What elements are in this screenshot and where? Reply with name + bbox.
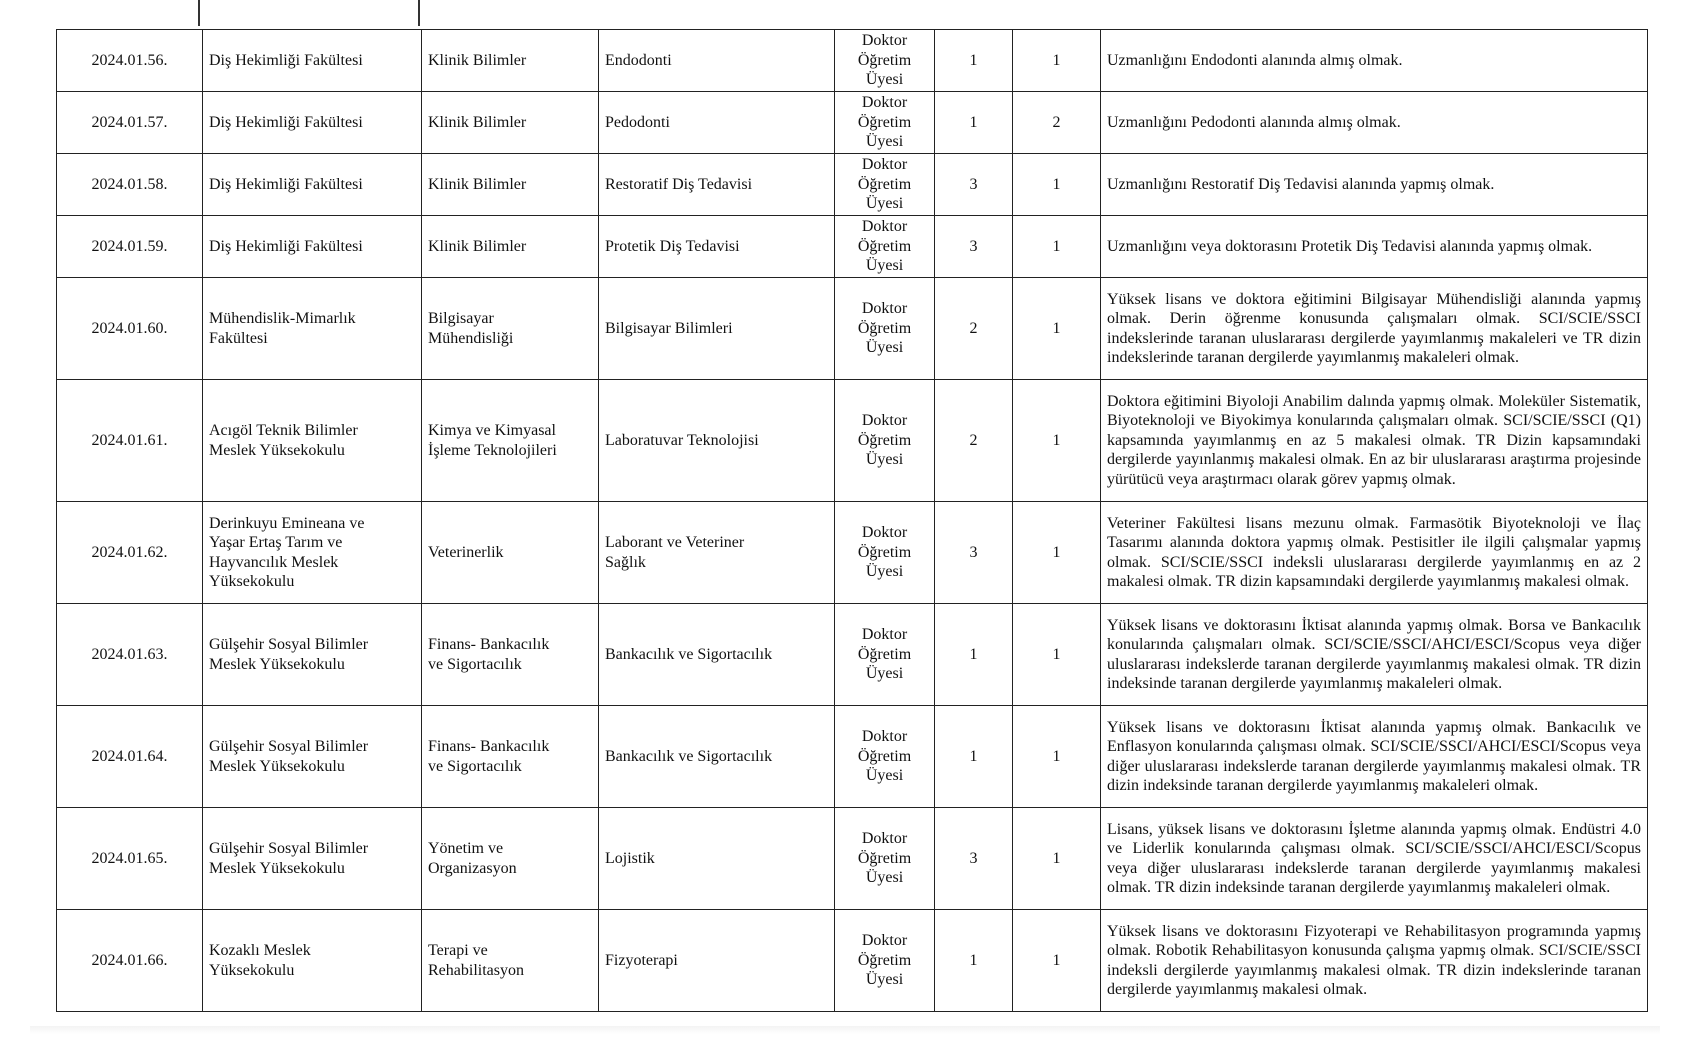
table-row (57, 502, 1648, 604)
department-line: Organizasyon (428, 859, 517, 877)
program-cell (599, 910, 835, 1012)
title-line: Doktor (861, 300, 908, 318)
faculty-line: Yüksekokulu (209, 573, 295, 590)
position-id-cell: 2024.01.59. (57, 216, 203, 278)
faculty-line: Fakültesi (209, 329, 268, 347)
department-line: Klinik Bilimler (428, 237, 527, 255)
title-line: Üyesi (865, 563, 904, 581)
academic-title-cell (835, 278, 935, 380)
department-cell (422, 910, 599, 1012)
program-cell (599, 154, 835, 216)
title-line: Öğretim (857, 431, 912, 449)
requirements-cell: Uzmanlığını Endodonti alanında almış olmak. (1101, 30, 1648, 92)
degree-cell: 1 (1013, 808, 1101, 910)
faculty-cell (203, 154, 422, 216)
academic-title-cell (835, 604, 935, 706)
title-line: Üyesi (865, 451, 904, 469)
title-line: Üyesi (865, 339, 904, 357)
faculty-line: Gülşehir Sosyal Bilimler (209, 636, 369, 653)
degree-cell: 1 (1013, 216, 1101, 278)
position-id-cell: 2024.01.61. (57, 380, 203, 502)
position-count-cell: 2 (935, 380, 1013, 502)
faculty-line: Meslek Yüksekokulu (209, 655, 345, 673)
table-row (57, 706, 1648, 808)
column-tick-mark (418, 0, 420, 26)
degree-cell: 1 (1013, 30, 1101, 92)
department-line: Finans- Bankacılık (428, 738, 550, 755)
department-cell (422, 278, 599, 380)
position-count-cell: 1 (935, 30, 1013, 92)
department-line: Rehabilitasyon (428, 961, 524, 979)
program-cell (599, 216, 835, 278)
faculty-line: Diş Hekimliği Fakültesi (209, 237, 363, 255)
table-row (57, 910, 1648, 1012)
program-line: Bankacılık ve Sigortacılık (605, 747, 773, 765)
department-cell (422, 30, 599, 92)
degree-cell: 1 (1013, 278, 1101, 380)
staff-position-table (56, 29, 1648, 1012)
academic-title-cell (835, 808, 935, 910)
title-line: Doktor (861, 524, 908, 542)
faculty-line: Diş Hekimliği Fakültesi (209, 113, 363, 131)
academic-title-cell (835, 216, 935, 278)
faculty-line: Diş Hekimliği Fakültesi (209, 51, 363, 69)
department-line: Klinik Bilimler (428, 175, 527, 193)
title-line: Öğretim (857, 51, 912, 69)
program-line: Endodonti (605, 51, 672, 69)
academic-title-cell (835, 502, 935, 604)
faculty-line: Hayvancılık Meslek (209, 553, 339, 571)
faculty-line: Gülşehir Sosyal Bilimler (209, 738, 369, 755)
title-line: Öğretim (857, 543, 912, 561)
degree-cell: 1 (1013, 706, 1101, 808)
department-line: Kimya ve Kimyasal (428, 422, 556, 439)
program-line: Bankacılık ve Sigortacılık (605, 645, 773, 663)
title-line: Üyesi (865, 971, 904, 989)
table-row (57, 216, 1648, 278)
degree-cell: 1 (1013, 502, 1101, 604)
title-line: Öğretim (857, 113, 912, 131)
table-row (57, 154, 1648, 216)
faculty-cell (203, 502, 422, 604)
academic-title-cell (835, 154, 935, 216)
column-tick-mark (198, 0, 200, 26)
title-line: Üyesi (865, 71, 904, 89)
program-line: Laboratuvar Teknolojisi (605, 431, 759, 449)
program-cell (599, 808, 835, 910)
department-line: Mühendisliği (428, 329, 514, 347)
position-count-cell: 2 (935, 278, 1013, 380)
program-line: Bilgisayar Bilimleri (605, 319, 733, 337)
program-cell (599, 380, 835, 502)
title-line: Üyesi (865, 195, 904, 213)
department-line: ve Sigortacılık (428, 757, 522, 775)
department-cell (422, 604, 599, 706)
faculty-line: Meslek Yüksekokulu (209, 859, 345, 877)
table-body (57, 30, 1648, 1012)
position-count-cell: 1 (935, 910, 1013, 1012)
faculty-cell (203, 604, 422, 706)
position-id-cell: 2024.01.63. (57, 604, 203, 706)
faculty-cell (203, 92, 422, 154)
title-line: Üyesi (865, 133, 904, 151)
program-line: Lojistik (605, 849, 655, 867)
table-row (57, 30, 1648, 92)
position-id-cell: 2024.01.58. (57, 154, 203, 216)
title-line: Doktor (861, 32, 908, 50)
requirements-cell: Uzmanlığını Pedodonti alanında almış olmak. (1101, 92, 1648, 154)
requirements-cell: Uzmanlığını Restoratif Diş Tedavisi alanında yapmış olmak. (1101, 154, 1648, 216)
faculty-line: Gülşehir Sosyal Bilimler (209, 840, 369, 857)
department-line: Veterinerlik (428, 543, 504, 561)
position-count-cell: 1 (935, 604, 1013, 706)
department-line: İşleme Teknolojileri (428, 441, 557, 459)
department-cell (422, 216, 599, 278)
table-row (57, 380, 1648, 502)
requirements-cell: Yüksek lisans ve doktorasını İktisat alanında yapmış olmak. Bankacılık ve Enflasyon konularında çalışması olmak. SCI/SCIE/SSCI/AHCI/ESCI/Scopus veya diğer uluslararası indekslerde taranan dergilerde yayımlanmış makalesi olmak. TR dizin indeksinde taranan dergilerde yayımlanmış makaleleri olmak. (1101, 706, 1648, 808)
department-cell (422, 808, 599, 910)
scan-edge (30, 1026, 1660, 1034)
faculty-line: Yaşar Ertaş Tarım ve (209, 534, 343, 551)
title-line: Öğretim (857, 237, 912, 255)
title-line: Öğretim (857, 319, 912, 337)
table-row (57, 604, 1648, 706)
faculty-line: Derinkuyu Emineana ve (209, 514, 365, 532)
academic-title-cell (835, 910, 935, 1012)
requirements-cell: Yüksek lisans ve doktorasını Fizyoterapi ve Rehabilitasyon programında yapmış olmak. Robotik Rehabilitasyon konusunda çalışma yapmış olmak. SCI/SCIE/SSCI indeksli dergilerde yayımlanmış makalesi olmak. TR dizin indekslerinde taranan dergilerde yayımlanmış makalesi olmak. (1101, 910, 1648, 1012)
position-count-cell: 3 (935, 154, 1013, 216)
faculty-line: Acıgöl Teknik Bilimler (209, 422, 358, 439)
degree-cell: 1 (1013, 910, 1101, 1012)
faculty-line: Yüksekokulu (209, 961, 295, 979)
faculty-line: Meslek Yüksekokulu (209, 757, 345, 775)
title-line: Doktor (861, 830, 908, 848)
department-line: Klinik Bilimler (428, 51, 527, 69)
faculty-cell (203, 910, 422, 1012)
title-line: Doktor (861, 932, 908, 950)
title-line: Öğretim (857, 175, 912, 193)
position-count-cell: 1 (935, 706, 1013, 808)
title-line: Öğretim (857, 747, 912, 765)
position-count-cell: 3 (935, 502, 1013, 604)
program-cell (599, 604, 835, 706)
title-line: Öğretim (857, 849, 912, 867)
department-cell (422, 502, 599, 604)
department-line: Terapi ve (428, 942, 488, 959)
department-cell (422, 380, 599, 502)
title-line: Doktor (861, 156, 908, 174)
program-line: Sağlık (605, 553, 646, 571)
program-line: Laborant ve Veteriner (605, 534, 745, 551)
title-line: Üyesi (865, 665, 904, 683)
faculty-line: Mühendislik-Mimarlık (209, 310, 356, 327)
position-id-cell: 2024.01.56. (57, 30, 203, 92)
degree-cell: 1 (1013, 380, 1101, 502)
program-line: Protetik Diş Tedavisi (605, 237, 740, 255)
faculty-line: Kozaklı Meslek (209, 942, 311, 959)
requirements-cell: Veteriner Fakültesi lisans mezunu olmak. Farmasötik Biyoteknoloji ve İlaç Tasarımı alanında doktora yapmış olmak. Pestisitler ile ilgili çalışmalar yapmış olmak. SCI/SCIE/SSCI indeksli uluslararası dergilerde yayımlanmış en az 2 makalesi olmak. TR dizin kapsamındaki dergilerde yayımlanmış makalesi olmak. (1101, 502, 1648, 604)
program-cell (599, 92, 835, 154)
program-cell (599, 502, 835, 604)
title-line: Üyesi (865, 767, 904, 785)
department-line: Klinik Bilimler (428, 113, 527, 131)
academic-title-cell (835, 706, 935, 808)
academic-title-cell (835, 30, 935, 92)
requirements-cell: Yüksek lisans ve doktora eğitimini Bilgisayar Mühendisliği alanında yapmış olmak. Derin öğrenme konusunda çalışmaları olmak. SCI/SCIE/SSCI indekslerinde taranan uluslararası dergilerde yayımlanmış makaleleri ve TR dizin indekslerinde taranan dergilerde yayımlanmış makaleleri olmak. (1101, 278, 1648, 380)
position-id-cell: 2024.01.66. (57, 910, 203, 1012)
department-cell (422, 154, 599, 216)
table-row (57, 92, 1648, 154)
title-line: Doktor (861, 94, 908, 112)
department-line: Bilgisayar (428, 310, 494, 327)
department-cell (422, 706, 599, 808)
position-count-cell: 3 (935, 216, 1013, 278)
faculty-cell (203, 808, 422, 910)
faculty-cell (203, 30, 422, 92)
title-line: Doktor (861, 218, 908, 236)
title-line: Doktor (861, 728, 908, 746)
department-cell (422, 92, 599, 154)
faculty-line: Meslek Yüksekokulu (209, 441, 345, 459)
faculty-cell (203, 216, 422, 278)
title-line: Doktor (861, 626, 908, 644)
program-line: Fizyoterapi (605, 951, 678, 969)
requirements-cell: Uzmanlığını veya doktorasını Protetik Diş Tedavisi alanında yapmış olmak. (1101, 216, 1648, 278)
table-row (57, 278, 1648, 380)
degree-cell: 2 (1013, 92, 1101, 154)
department-line: Finans- Bankacılık (428, 636, 550, 653)
program-line: Restoratif Diş Tedavisi (605, 175, 753, 193)
title-line: Öğretim (857, 645, 912, 663)
position-id-cell: 2024.01.60. (57, 278, 203, 380)
position-count-cell: 3 (935, 808, 1013, 910)
requirements-cell: Doktora eğitimini Biyoloji Anabilim dalında yapmış olmak. Moleküler Sistematik, Biyoteknoloji ve Biyokimya konularında çalışmaları olmak. SCI/SCIE/SSCI (Q1) kapsamında yayımlanmış en az 5 makalesi olmak. TR Dizin kapsamındaki dergilerde yayınlanmış makalesi olmak. En az bir uluslararası araştırma projesinde yürütücü veya araştırmacı olarak görev yapmış olmak. (1101, 380, 1648, 502)
program-cell (599, 706, 835, 808)
department-line: ve Sigortacılık (428, 655, 522, 673)
academic-title-cell (835, 380, 935, 502)
table-row (57, 808, 1648, 910)
position-id-cell: 2024.01.64. (57, 706, 203, 808)
program-cell (599, 30, 835, 92)
faculty-cell (203, 380, 422, 502)
title-line: Öğretim (857, 951, 912, 969)
title-line: Üyesi (865, 869, 904, 887)
degree-cell: 1 (1013, 154, 1101, 216)
program-cell (599, 278, 835, 380)
position-id-cell: 2024.01.62. (57, 502, 203, 604)
position-id-cell: 2024.01.65. (57, 808, 203, 910)
degree-cell: 1 (1013, 604, 1101, 706)
position-count-cell: 1 (935, 92, 1013, 154)
title-line: Doktor (861, 412, 908, 430)
department-line: Yönetim ve (428, 840, 504, 857)
requirements-cell: Lisans, yüksek lisans ve doktorasını İşletme alanında yapmış olmak. Endüstri 4.0 ve Liderlik konularında çalışması olmak. SCI/SCIE/SSCI/AHCI/ESCI/Scopus veya diğer uluslararası indekslerde taranan dergilerde yayımlanmış makalesi olmak. TR dizin indeksinde taranan dergilerde yayımlanmış makaleleri olmak. (1101, 808, 1648, 910)
faculty-line: Diş Hekimliği Fakültesi (209, 175, 363, 193)
program-line: Pedodonti (605, 113, 670, 131)
academic-title-cell (835, 92, 935, 154)
faculty-cell (203, 706, 422, 808)
requirements-cell: Yüksek lisans ve doktorasını İktisat alanında yapmış olmak. Borsa ve Bankacılık konularında çalışmaları olmak. SCI/SCIE/SSCI/AHCI/ESCI/Scopus veya diğer uluslararası indekslerde taranan dergilerde yayımlanmış makalesi olmak. TR dizin indeksinde taranan dergilerde yayımlanmış makaleleri olmak. (1101, 604, 1648, 706)
faculty-cell (203, 278, 422, 380)
title-line: Üyesi (865, 257, 904, 275)
position-id-cell: 2024.01.57. (57, 92, 203, 154)
